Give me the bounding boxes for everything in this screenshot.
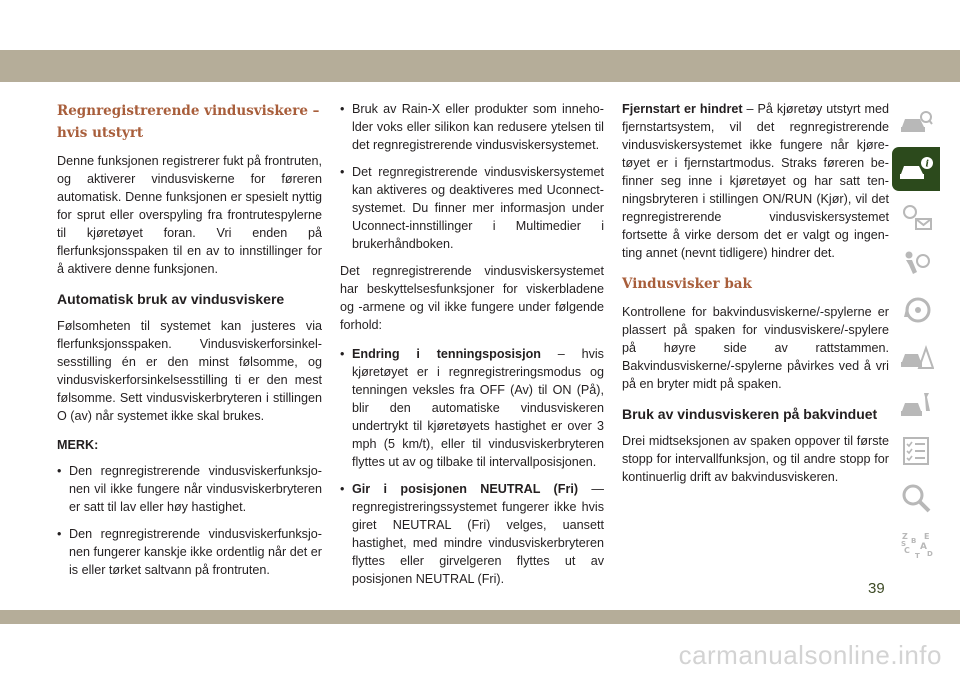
tab-servicing[interactable]	[892, 382, 940, 426]
bullet-item: • Den regnregistrerende vindusviskerfunksjonen fungerer kanskje ikke ordentlig når det er is eller tørket saltvann på frontruten.	[57, 525, 322, 579]
paragraph-text: – På kjøretøy utstyrt med fjernstartsystem, vil det regnregistrerende vindusviskersystemet ikke fungere når kjøretøyet er i fjernstartmodus. Straks føreren befinner seg inne i kjøretøyet og har satt tenningsbryteren i stillingen ON/RUN (Kjør), vil det regnregistrerende vindusviskersystemet fortsette å virke dersom det er valgt og ingenting annet (nevnt tidligere) hindrer det.	[622, 102, 889, 260]
checklist-icon	[898, 436, 934, 466]
steering-wheel-icon	[898, 295, 934, 325]
tab-technical[interactable]	[892, 429, 940, 473]
wrench-car-icon	[898, 389, 934, 419]
column-2	[340, 100, 604, 597]
paragraph: Denne funksjonen registrerer fukt på frontruten, og aktiverer vindusviskerne for føreren automatisk. Denne funksjonen er spesielt nyttig for sprut eller overspyling fra frontrutespylerne til kjøretøyet foran. Vri enden på flerfunksjonsspaken til en av to innstillinger for å aktivere denne funksjonen.	[57, 154, 322, 276]
svg-text:S: S	[901, 540, 907, 548]
svg-text:E: E	[924, 532, 930, 541]
top-margin	[0, 0, 960, 50]
page-number: 39	[868, 580, 885, 597]
watermark: carmanualsonline.info	[678, 640, 942, 670]
svg-text:B: B	[911, 537, 917, 545]
bullet-item	[340, 345, 604, 471]
svg-text:D: D	[927, 550, 933, 558]
tab-starting-operating[interactable]	[892, 288, 940, 332]
roadside-triangle-icon	[898, 342, 934, 372]
tab-emergency[interactable]	[892, 335, 940, 379]
bullet-item: • Den regnregistrerende vindusviskerfunksjonen vil ikke fungere når vindusviskerbryteren er satt til lav eller høy hastighet.	[57, 462, 322, 516]
column-1	[57, 100, 322, 588]
paragraph: Det regnregistrerende vindusviskersystemet har beskyttelsesfunksjoner for viskerbladene og -armene og vil ikke fungere under følgende forhold:	[340, 264, 604, 332]
paragraph-bold-term: Fjernstart er hindret	[622, 102, 743, 116]
svg-text:A: A	[920, 542, 927, 552]
tab-safety[interactable]	[892, 241, 940, 285]
section-heading-rear-window: Bruk av vindusviskeren på bakvinduet	[622, 406, 878, 422]
section-heading-rain-sensing: Regnregistrerende vindusviskere – hvis utstyrt	[57, 103, 320, 141]
bullet-bold-term: Gir i posisjonen NEUTRAL (Fri)	[352, 482, 579, 496]
tab-getting-to-know-vehicle[interactable]	[892, 147, 940, 191]
bullet-bold-term: Endring i tenningsposisjon	[352, 347, 541, 361]
paragraph: Drei midtseksjonen av spaken oppover til første stopp for intervallfunksjon, og til andre stopp for kontinuerlig drift av bakvindusviskeren.	[622, 434, 889, 484]
note-label: MERK:	[57, 438, 99, 452]
bullet-text: — regnregistreringssystemet fungerer ikke hvis giret NEUTRAL (Fri) velges, uansett hastighet, med mindre vindusviskerbryteren flyttes eller girvelgeren flyttes ut av posisjonen NEUTRAL (Fri).	[352, 482, 605, 586]
tab-getting-to-know[interactable]	[892, 100, 940, 144]
tab-index[interactable]	[892, 523, 940, 567]
tab-instrument-panel[interactable]	[892, 194, 940, 238]
car-search-icon	[898, 107, 934, 137]
chapter-tabs	[892, 100, 940, 570]
svg-text:C: C	[904, 546, 910, 555]
section-heading-rear-wiper: Vindusvisker bak	[622, 276, 752, 292]
column-3	[622, 100, 889, 497]
airbag-icon	[898, 248, 934, 278]
bullet-text: – hvis kjøretøyet er i regnregistreringsmodus og tenningen veksles fra OFF (Av) til ON (På), blir den automatiske vindusviskeren undertrykt til kjøretøyets hastighet er over 3 mph (5 km/t), eller til vindusviskerbryteren flyttes ut av og tilbake til intervallposisjonen.	[352, 347, 604, 469]
paragraph: Kontrollene for bakvindusviskerne/-spylerne er plassert på spaken for vindusviskere/-spylere på høyre side av rattstammen. Bakvindusviskerne/-spylerne påvirkes ved å vri på en bryter midt på spaken.	[622, 305, 889, 391]
magnifier-icon	[898, 483, 934, 513]
warning-lights-icon	[898, 201, 934, 231]
footer-bar	[0, 610, 960, 624]
bullet-item: • Det regnregistrerende vindusviskersystemet kan aktiveres og deaktiveres med Uconnect-systemet. Du finner mer informasjon under Uconnect-innstillinger i Multimedier i brukerhåndboken.	[340, 163, 604, 253]
section-heading-automatic: Automatisk bruk av vindusviskere	[57, 291, 285, 307]
svg-text:i: i	[925, 159, 929, 170]
index-letters-icon	[898, 530, 934, 560]
svg-text:T: T	[915, 552, 920, 560]
header-bar	[0, 50, 960, 82]
paragraph: Følsomheten til systemet kan justeres via flerfunksjonsspaken. Vindusviskerforsinkelsesstilling én er den minst følsomme, og vindusviskerforsinkelsesstilling ti er den mest følsomme. Sett vindusviskerbryteren i stillingen O (av) når systemet ikke skal brukes.	[57, 319, 322, 423]
car-info-icon	[898, 154, 934, 184]
svg-text:Z: Z	[902, 532, 908, 541]
bullet-item	[340, 480, 604, 588]
tab-customer-assistance[interactable]	[892, 476, 940, 520]
paragraph	[622, 100, 889, 262]
bullet-item: • Bruk av Rain-X eller produkter som inneholder voks eller silikon kan redusere ytelsen til det regnregistrerende vindusviskersystemet.	[340, 100, 604, 154]
